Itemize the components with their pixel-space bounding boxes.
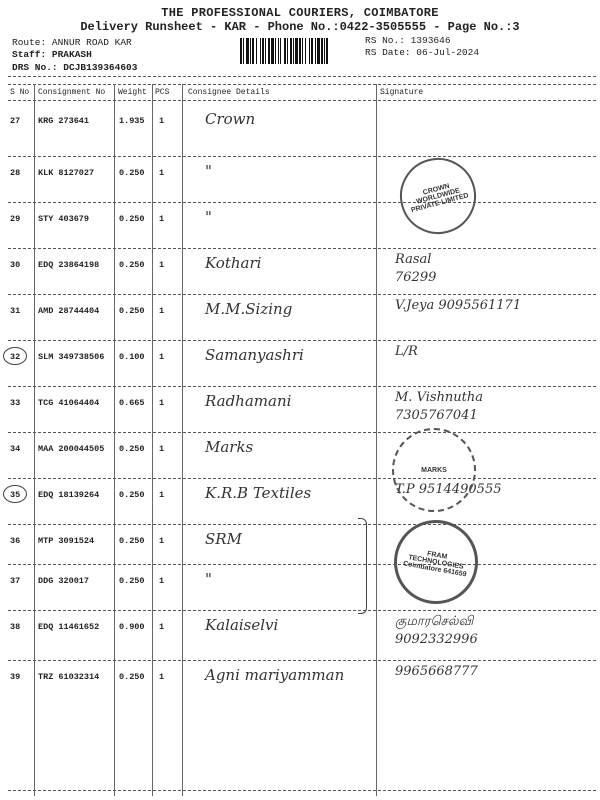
column-header-signature: Signature [380,88,424,97]
row-sno: 31 [10,306,21,316]
row-weight: 0.100 [119,352,145,362]
row-pcs: 1 [159,168,165,178]
barcode-bar [265,38,266,64]
stamp-text: CROWN WORLDWIDE PRIVATE LIMITED [410,182,470,214]
barcode-bar [260,38,261,64]
row-divider [8,432,596,433]
row-signature-number: 9092332996 [395,632,478,647]
row-signature: M. Vishnutha [395,390,484,405]
row-consignee: K.R.B Textiles [205,484,312,502]
staff-label: Staff: PRAKASH [12,49,92,60]
row-divider [8,610,596,611]
row-consignment-no: AMD 28744404 [38,306,100,316]
table-row [0,664,600,724]
company-name: THE PROFESSIONAL COURIERS, COIMBATORE [161,6,439,20]
row-weight: 0.250 [119,536,145,546]
barcode-bar [295,38,298,64]
row-pcs: 1 [159,260,165,270]
row-sno: 35 [10,490,21,500]
row-pcs: 1 [159,536,165,546]
barcode-bar [275,38,276,64]
row-pcs: 1 [159,352,165,362]
runsheet-title: Delivery Runsheet - KAR - Phone No.:0422-3505555 - Page No.:3 [80,20,520,34]
row-weight: 0.250 [119,672,145,682]
row-weight: 0.250 [119,214,145,224]
row-sno: 27 [10,116,21,126]
row-consignment-no: STY 403679 [38,214,90,224]
row-pcs: 1 [159,576,165,586]
row-signature: L/R [395,344,418,359]
barcode-bar [284,38,286,64]
row-sno: 28 [10,168,21,178]
column-header-weight: Weight [118,88,147,97]
row-weight: 0.665 [119,398,145,408]
barcode-bar [317,38,320,64]
barcode-bar [290,38,292,64]
header-divider-2 [8,84,596,85]
row-pcs: 1 [159,444,165,454]
row-divider [8,790,596,791]
row-weight: 0.250 [119,168,145,178]
barcode-bar [326,38,328,64]
stamp-text: MARKS [421,466,447,474]
barcode-bar [315,38,316,64]
row-consignee: Agni mariyamman [205,666,345,684]
row-pcs: 1 [159,490,165,500]
row-weight: 0.900 [119,622,145,632]
row-divider [8,478,596,479]
row-pcs: 1 [159,622,165,632]
row-signature: Rasal [395,252,432,267]
column-header-divider [8,100,596,101]
row-sno: 29 [10,214,21,224]
stamp-icon [392,428,476,512]
barcode-bar [250,38,251,64]
row-pcs: 1 [159,116,165,126]
column-header-pcs: PCS [155,88,170,97]
barcode-bar [240,38,242,64]
row-consignee: Radhamani [205,392,292,410]
row-divider [8,564,596,565]
row-consignee: M.M.Sizing [205,300,293,318]
row-sno: 39 [10,672,21,682]
row-weight: 1.935 [119,116,145,126]
row-divider [8,248,596,249]
barcode-bar [309,38,310,64]
row-signature: குமாரசெல்வி [395,614,474,629]
drs-number: DRS No.: DCJB139364603 [12,62,138,73]
row-signature-number: 7305767041 [395,408,478,423]
row-divider [8,524,596,525]
barcode-bar [278,38,279,64]
row-pcs: 1 [159,214,165,224]
row-sno: 30 [10,260,21,270]
row-divider [8,202,596,203]
column-header-consignee: Consignee Details [188,88,270,97]
row-consignment-no: EDQ 23864198 [38,260,100,270]
row-consignment-no: KRG 273641 [38,116,90,126]
rs-number: RS No.: 1393646 [365,35,451,46]
row-consignee: Marks [205,438,254,456]
route-label: Route: ANNUR ROAD KAR [12,37,132,48]
barcode-bar [252,38,254,64]
circle-mark-icon [3,485,27,503]
row-consignment-no: EDQ 11461652 [38,622,100,632]
row-pcs: 1 [159,672,165,682]
row-sno: 33 [10,398,21,408]
column-header-consignment: Consignment No [38,88,106,97]
rs-date: RS Date: 06-Jul-2024 [365,47,480,58]
row-consignment-no: MTP 3091524 [38,536,95,546]
barcode-bar [246,38,249,64]
barcode-bar [302,38,303,64]
row-weight: 0.250 [119,444,145,454]
barcode-bar [305,38,306,64]
row-consignment-no: SLM 349738506 [38,352,105,362]
row-consignment-no: TRZ 61032314 [38,672,100,682]
row-consignment-no: EDQ 18139264 [38,490,100,500]
table-row [0,108,600,168]
row-consignee: SRM [205,530,242,548]
barcode-icon [240,38,358,64]
barcode-bar [321,38,323,64]
row-consignee: Samanyashri [205,346,304,364]
circle-mark-icon [3,347,27,365]
row-consignment-no: KLK 8127027 [38,168,95,178]
barcode-bar [280,38,281,64]
row-signature: V.Jeya 9095561171 [395,298,522,313]
row-signature: 9965668777 [395,664,478,679]
barcode-bar [324,38,325,64]
barcode-bar [271,38,274,64]
header-divider [8,76,596,77]
row-divider [8,294,596,295]
row-pcs: 1 [159,398,165,408]
row-divider [8,660,596,661]
row-sno: 36 [10,536,21,546]
row-weight: 0.250 [119,306,145,316]
row-consignment-no: DDG 320017 [38,576,90,586]
barcode-bar [262,38,264,64]
row-consignee: Kalaiselvi [205,616,279,634]
row-consignee: Crown [205,110,256,128]
row-sno: 34 [10,444,21,454]
row-weight: 0.250 [119,576,145,586]
barcode-bar [268,38,270,64]
barcode-bar [256,38,257,64]
row-consignee: " [205,208,212,226]
column-header-sno: S No [10,88,30,97]
row-weight: 0.250 [119,490,145,500]
barcode-bar [311,38,313,64]
row-weight: 0.250 [119,260,145,270]
row-consignee: " [205,162,212,180]
row-sno: 37 [10,576,21,586]
stamp-text: FRAM TECHNOLOGIES Coimbatore 641659 [402,549,467,578]
row-consignee: " [205,570,212,588]
row-consignment-no: TCG 41064404 [38,398,100,408]
barcode-bar [293,38,294,64]
bracket-mark [358,518,367,614]
row-signature-number: 76299 [395,270,437,285]
row-divider [8,340,596,341]
barcode-bar [287,38,288,64]
row-sno: 38 [10,622,21,632]
row-divider [8,386,596,387]
row-pcs: 1 [159,306,165,316]
row-consignment-no: MAA 200044505 [38,444,105,454]
row-signature: T.P 9514490555 [395,482,502,497]
barcode-bar [299,38,301,64]
barcode-bar [243,38,244,64]
row-sno: 32 [10,352,21,362]
row-divider [8,156,596,157]
row-consignee: Kothari [205,254,262,272]
